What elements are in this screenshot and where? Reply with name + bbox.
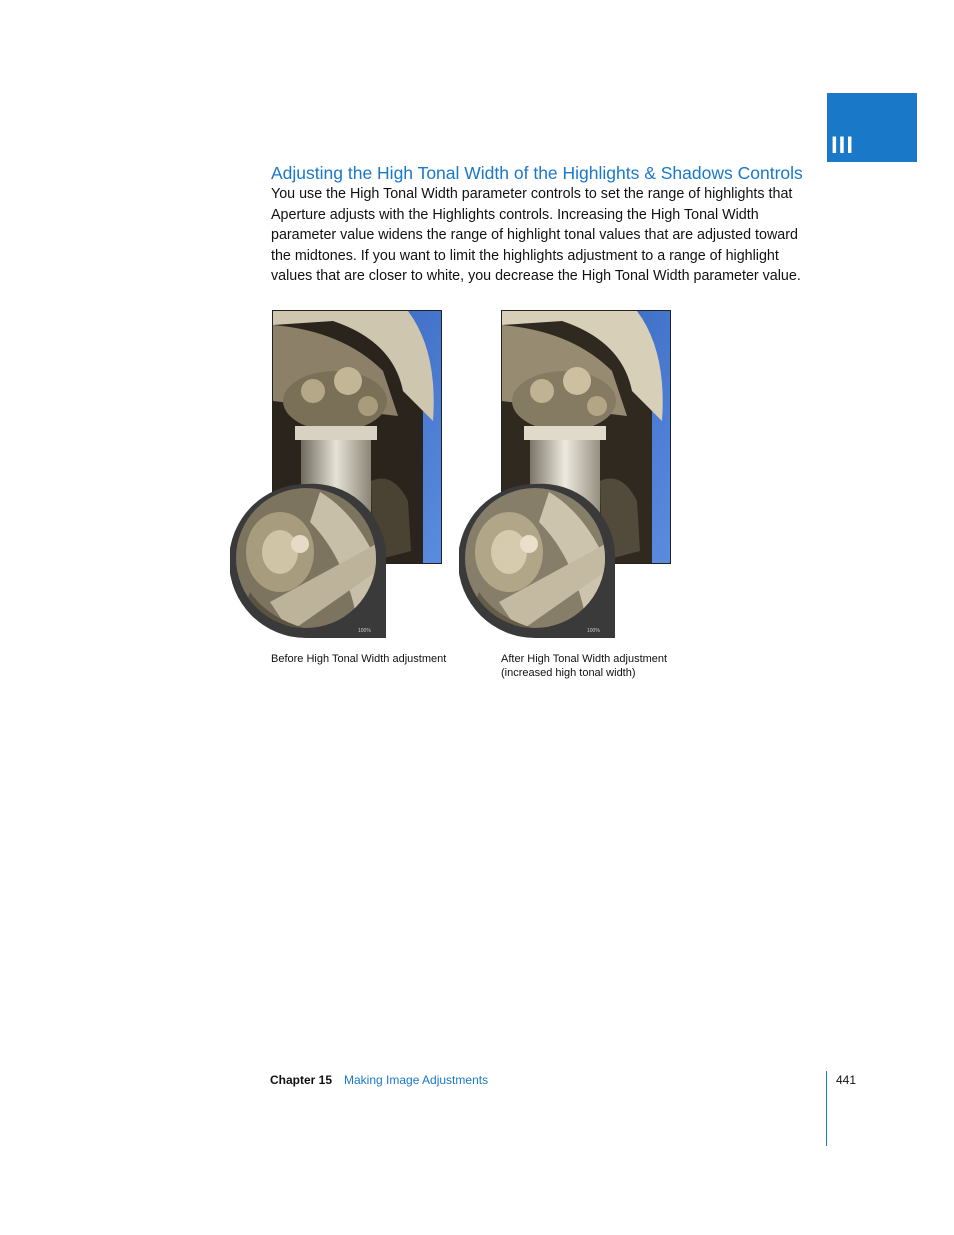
page-number: 441 (836, 1073, 857, 1087)
figure-before (230, 310, 490, 640)
loupe-zoom-label-after: 100% (587, 628, 600, 634)
loupe-after (459, 482, 619, 638)
footer-chapter-title: Making Image Adjustments (344, 1073, 489, 1087)
part-tab (827, 93, 917, 162)
figure-after (459, 310, 719, 640)
caption-after-line1: After High Tonal Width adjustment (501, 653, 668, 665)
loupe-before (230, 482, 390, 638)
loupe-zoom-label-before: 100% (358, 628, 371, 634)
section-heading: Adjusting the High Tonal Width of the Highlights & Shadows Controls (271, 163, 803, 183)
part-numeral: III (831, 132, 855, 159)
caption-before: Before High Tonal Width adjustment (271, 653, 447, 665)
caption-after-line2: (increased high tonal width) (501, 667, 636, 679)
caption-after (501, 652, 721, 680)
section-body: You use the High Tonal Width parameter controls to set the range of highlights that Aperture adjusts with the Highlights controls. Increasing the High Tonal Width parameter value widens the range of highlight tonal values that are adjusted toward the midtones. If you want to limit the highlights adjustment to a range of highlight values that are closer to white, you decrease the High Tonal Width parameter value. (271, 186, 801, 284)
footer-divider (826, 1071, 827, 1146)
footer-chapter: Chapter 15 (270, 1073, 333, 1087)
